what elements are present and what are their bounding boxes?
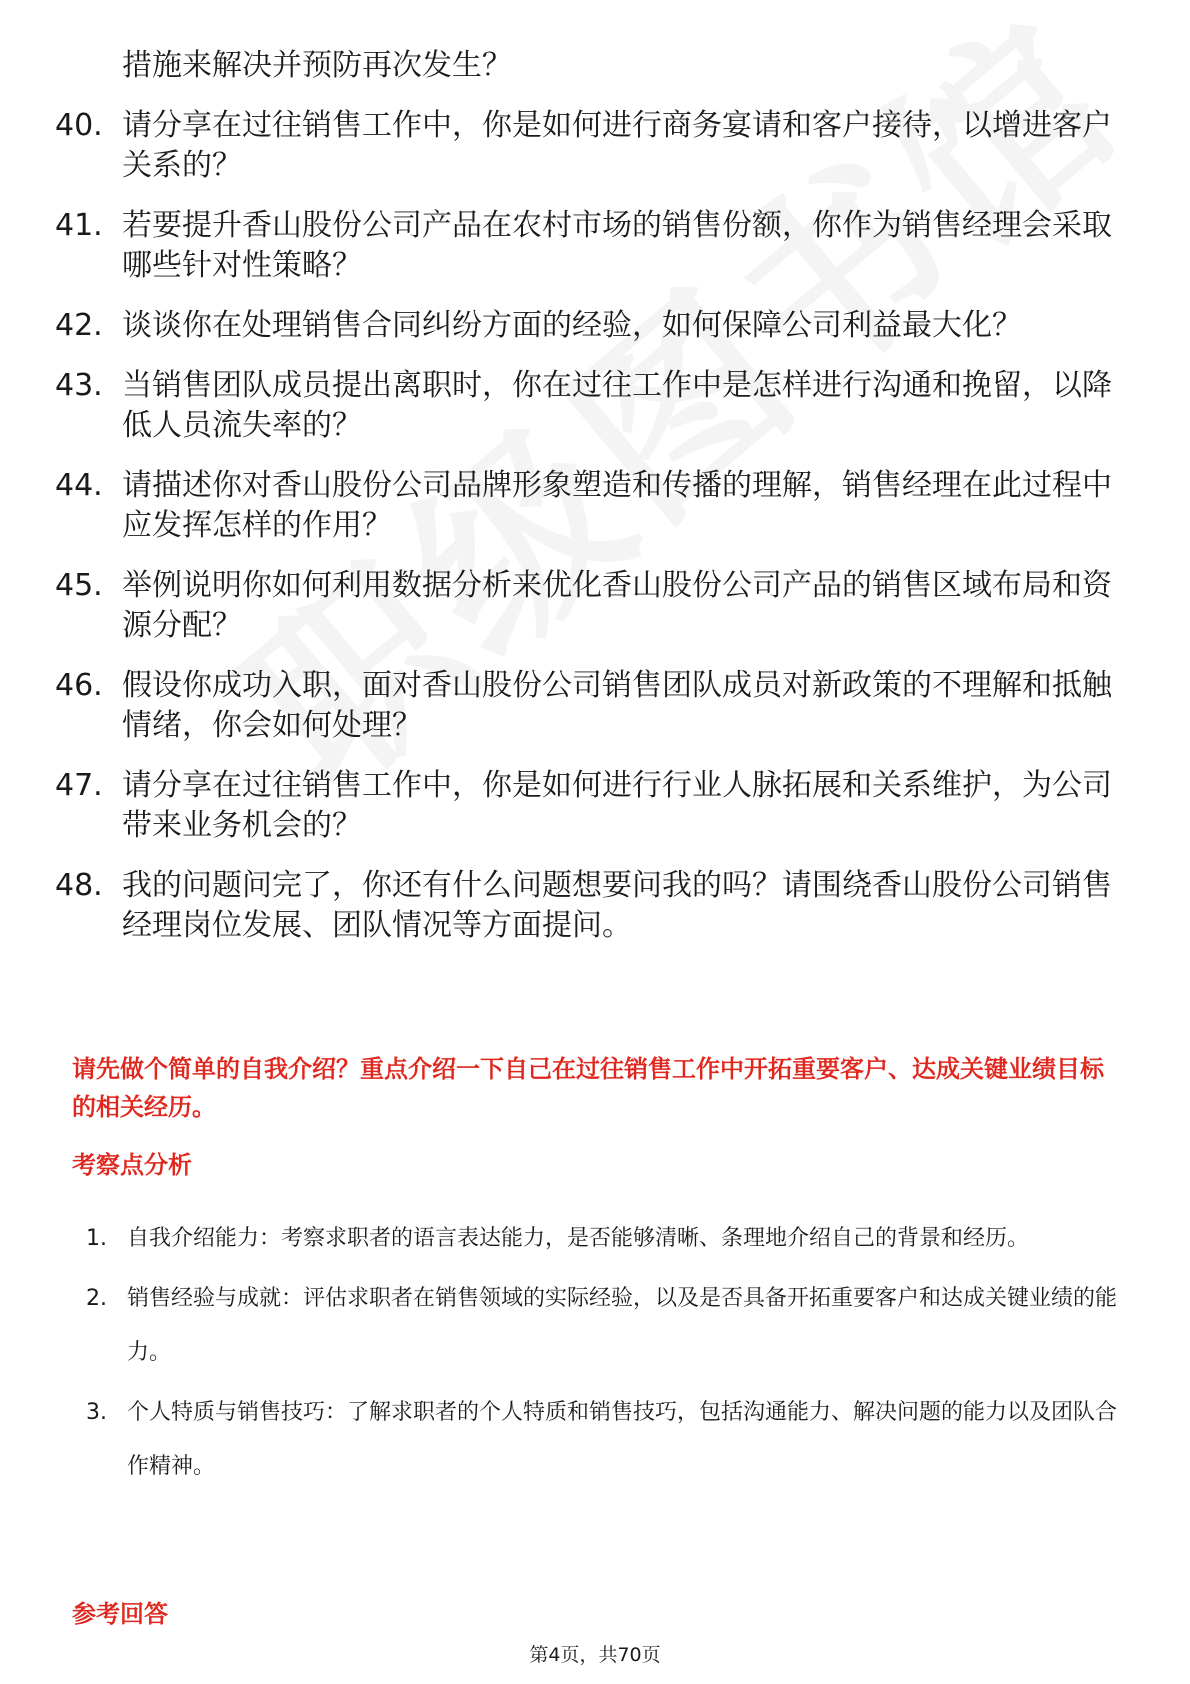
question-list bbox=[55, 106, 1122, 966]
question-item bbox=[55, 106, 1122, 186]
question-text: 若要提升香山股份公司产品在农村市场的销售份额，你作为销售经理会采取哪些针对性策略？ bbox=[122, 208, 1112, 283]
question-text: 我的问题问完了，你还有什么问题想要问我的吗？请围绕香山股份公司销售经理岗位发展、团队情况等方面提问。 bbox=[122, 868, 1112, 943]
question-item bbox=[55, 366, 1122, 446]
question-text: 请分享在过往销售工作中，你是如何进行行业人脉拓展和关系维护，为公司带来业务机会的？ bbox=[122, 768, 1112, 843]
analysis-number: 3. bbox=[86, 1400, 107, 1425]
question-number: 40. bbox=[55, 108, 103, 143]
analysis-text: 销售经验与成就：评估求职者在销售领域的实际经验，以及是否具备开拓重要客户和达成关键业绩的能力。 bbox=[127, 1286, 1118, 1365]
analysis-text: 自我介绍能力：考察求职者的语言表达能力，是否能够清晰、条理地介绍自己的背景和经历。 bbox=[127, 1226, 1030, 1251]
question-number: 46. bbox=[55, 668, 103, 703]
question-number: 48. bbox=[55, 868, 103, 903]
question-number: 41. bbox=[55, 208, 103, 243]
continued-question-text: 措施来解决并预防再次发生？ bbox=[122, 48, 512, 83]
question-text: 当销售团队成员提出离职时，你在过往工作中是怎样进行沟通和挽留，以降低人员流失率的？ bbox=[122, 368, 1112, 443]
question-item bbox=[55, 566, 1122, 646]
featured-question: 请先做个简单的自我介绍？重点介绍一下自己在过往销售工作中开拓重要客户、达成关键业绩目标的相关经历。 bbox=[72, 1055, 1104, 1121]
analysis-number: 1. bbox=[86, 1226, 107, 1251]
question-text: 假设你成功入职，面对香山股份公司销售团队成员对新政策的不理解和抵触情绪，你会如何处理？ bbox=[122, 668, 1112, 743]
question-number: 42. bbox=[55, 308, 103, 343]
question-text: 举例说明你如何利用数据分析来优化香山股份公司产品的销售区域布局和资源分配？ bbox=[122, 568, 1112, 643]
question-item bbox=[55, 206, 1122, 286]
analysis-item bbox=[86, 1212, 1122, 1266]
question-number: 45. bbox=[55, 568, 103, 603]
question-number: 43. bbox=[55, 368, 103, 403]
analysis-number: 2. bbox=[86, 1286, 107, 1311]
analysis-text: 个人特质与销售技巧：了解求职者的个人特质和销售技巧，包括沟通能力、解决问题的能力以及团队合作精神。 bbox=[127, 1400, 1118, 1479]
analysis-list bbox=[86, 1212, 1122, 1500]
question-text: 请分享在过往销售工作中，你是如何进行商务宴请和客户接待，以增进客户关系的？ bbox=[122, 108, 1112, 183]
analysis-heading: 考察点分析 bbox=[72, 1151, 192, 1179]
question-text: 谈谈你在处理销售合同纠纷方面的经验，如何保障公司利益最大化？ bbox=[122, 308, 1022, 343]
question-item bbox=[55, 866, 1122, 946]
question-number: 44. bbox=[55, 468, 103, 503]
page-footer: 第4页，共70页 bbox=[529, 1644, 661, 1666]
question-text: 请描述你对香山股份公司品牌形象塑造和传播的理解，销售经理在此过程中应发挥怎样的作用？ bbox=[122, 468, 1112, 543]
analysis-item bbox=[86, 1272, 1122, 1380]
question-item bbox=[55, 306, 1122, 346]
question-item bbox=[55, 466, 1122, 546]
question-item bbox=[55, 666, 1122, 746]
analysis-item bbox=[86, 1386, 1122, 1494]
question-item bbox=[55, 766, 1122, 846]
answer-heading: 参考回答 bbox=[72, 1600, 168, 1628]
question-number: 47. bbox=[55, 768, 103, 803]
